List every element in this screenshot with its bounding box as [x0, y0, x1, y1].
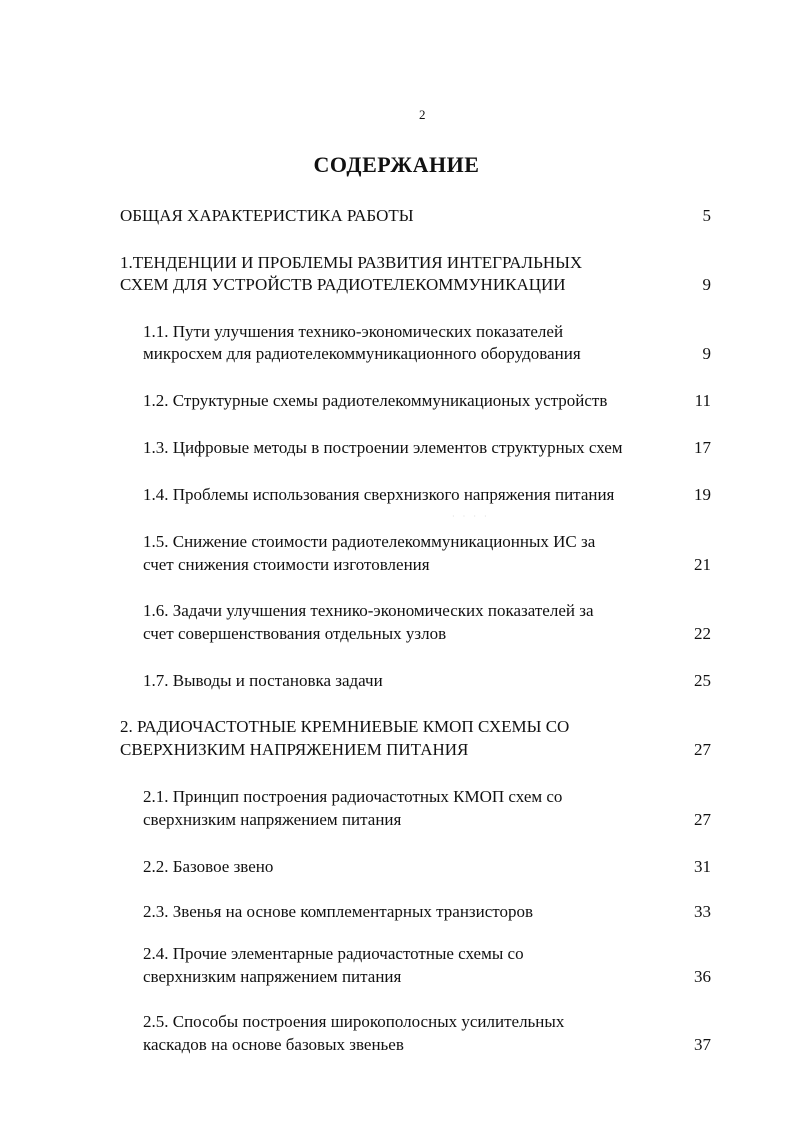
toc-entry-page: 33: [694, 902, 711, 921]
toc-entry-page: 9: [702, 344, 711, 363]
toc-entry-text: СХЕМ ДЛЯ УСТРОЙСТВ РАДИОТЕЛЕКОММУНИКАЦИИ: [120, 275, 566, 294]
toc-entry-text: 1.4. Проблемы использования сверхнизкого напряжения питания: [143, 485, 615, 504]
toc-entry-page: 36: [694, 967, 711, 986]
page-title: СОДЕРЖАНИЕ: [313, 152, 480, 177]
toc-entry-page: 31: [694, 857, 711, 876]
toc-entry-text: 2.4. Прочие элементарные радиочастотные схемы со: [143, 944, 524, 963]
toc-entry-text: 1.ТЕНДЕНЦИИ И ПРОБЛЕМЫ РАЗВИТИЯ ИНТЕГРАЛЬНЫХ: [120, 253, 583, 272]
toc-entry-text: 1.5. Снижение стоимости радиотелекоммуникационных ИС за: [143, 532, 596, 551]
toc-entry-page: 27: [694, 740, 711, 759]
toc-entry-text: сверхнизким напряжением питания: [143, 810, 402, 829]
toc-entry-text: 1.6. Задачи улучшения технико-экономических показателей за: [143, 601, 594, 620]
toc-entry-page: 37: [694, 1035, 711, 1054]
toc-entry-page: 17: [694, 438, 711, 457]
toc-entry-text: 1.3. Цифровые методы в построении элементов структурных схем: [143, 438, 623, 457]
toc-entry-page: 5: [702, 206, 711, 225]
toc-entry-text: 2.1. Принцип построения радиочастотных КМОП схем со: [143, 787, 563, 806]
toc-entry-text: 2.2. Базовое звено: [143, 857, 274, 876]
page-number: 2: [419, 107, 426, 122]
scan-speck: · · · ·: [452, 512, 490, 521]
toc-entry-text: 1.1. Пути улучшения технико-экономических показателей: [143, 322, 564, 341]
toc-entry-text: 2. РАДИОЧАСТОТНЫЕ КРЕМНИЕВЫЕ КМОП СХЕМЫ СО: [120, 717, 570, 736]
toc-entry-text: 2.5. Способы построения широкополосных усилительных: [143, 1012, 565, 1031]
toc-entry-text: микросхем для радиотелекоммуникационного оборудования: [143, 344, 581, 363]
toc-entry-page: 11: [694, 391, 711, 410]
toc-entry-page: 19: [694, 485, 711, 504]
toc-entry-text: сверхнизким напряжением питания: [143, 967, 402, 986]
toc-entry-text: ОБЩАЯ ХАРАКТЕРИСТИКА РАБОТЫ: [120, 206, 414, 225]
toc-entry-page: 25: [694, 671, 711, 690]
toc-entry-text: 1.7. Выводы и постановка задачи: [143, 671, 383, 690]
toc-entry-page: 27: [694, 810, 711, 829]
toc-entry-text: 2.3. Звенья на основе комплементарных транзисторов: [143, 902, 534, 921]
toc-entry-text: каскадов на основе базовых звеньев: [143, 1035, 404, 1054]
toc-entry-page: 21: [694, 555, 711, 574]
toc-entry-page: 9: [702, 275, 711, 294]
toc-entry-text: счет снижения стоимости изготовления: [143, 555, 430, 574]
toc-entry-page: 22: [694, 624, 711, 643]
toc-entry-text: счет совершенствования отдельных узлов: [143, 624, 447, 643]
toc-entry-text: 1.2. Структурные схемы радиотелекоммуникационых устройств: [143, 391, 608, 410]
toc-entry-text: СВЕРХНИЗКИМ НАПРЯЖЕНИЕМ ПИТАНИЯ: [120, 740, 469, 759]
